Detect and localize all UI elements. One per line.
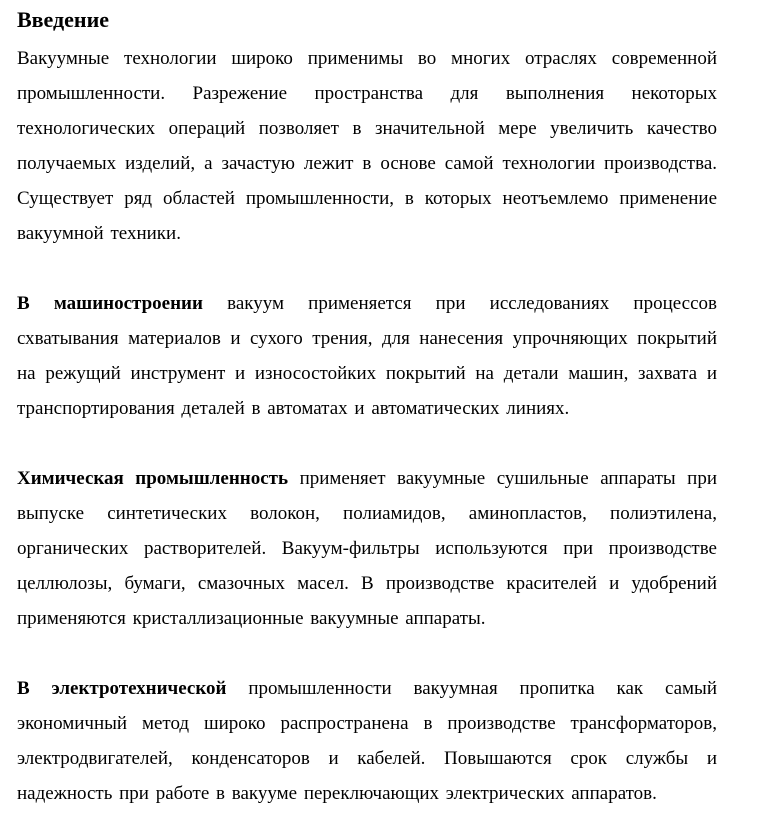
- paragraph-lead: В машиностроении: [17, 293, 203, 314]
- paragraph-machine-building: [17, 286, 717, 426]
- paragraph-text: Вакуумные технологии широко применимы во многих отраслях современной промышленности. Разрежение пространства для выполнения некоторых технологических операций позволяет в значительной мере увеличить качество получаемых изделий, а зачастую лежит в основе самой технологии производства. Существует ряд областей промышленности, в которых неотъемлемо применение вакуумной техники.: [17, 48, 717, 244]
- page-title: Введение: [17, 7, 110, 32]
- paragraph-text: вакуум применяется при исследованиях процессов схватывания материалов и сухого трения, для нанесения упрочняющих покрытий на режущий инструмент и износостойких покрытий на детали машин, захвата и транспортирования деталей в автоматах и автоматических линиях.: [17, 293, 717, 419]
- paragraph-chemical-industry: [17, 461, 717, 636]
- paragraph-electrotechnical-industry: [17, 671, 717, 811]
- paragraph-lead: В электротехнической: [17, 678, 227, 699]
- paragraph-introduction: [17, 41, 717, 251]
- paragraph-text: применяет вакуумные сушильные аппараты при выпуске синтетических волокон, полиамидов, аминопластов, полиэтилена, органических растворителей. Вакуум-фильтры используются при производстве целлюлозы, бумаги, смазочных масел. В производстве красителей и удобрений применяются кристаллизационные вакуумные аппараты.: [17, 468, 717, 629]
- paragraph-lead: Химическая промышленность: [17, 468, 289, 489]
- paragraph-text: промышленности вакуумная пропитка как самый экономичный метод широко распространена в производстве трансформаторов, электродвигателей, конденсаторов и кабелей. Повышаются срок службы и надежность при работе в вакууме переключающих электрических аппаратов.: [17, 678, 717, 804]
